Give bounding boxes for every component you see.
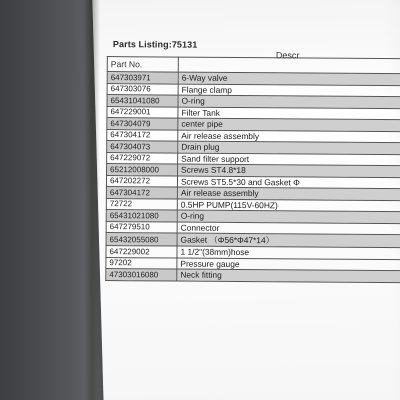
part-number-cell: 97202 <box>106 257 177 269</box>
table-row <box>106 269 400 283</box>
description-cell: center pipe <box>178 118 400 131</box>
description-cell: Flange clamp <box>178 84 400 97</box>
part-number-cell: 647304172 <box>107 129 178 141</box>
part-number-cell: 647279510 <box>106 221 177 233</box>
part-number-cell: 647229001 <box>107 106 178 118</box>
description-cell: Gasket （Φ56*Φ47*14） <box>177 233 400 248</box>
part-number-cell: 65431041080 <box>107 95 178 107</box>
part-number-cell: 47303016080 <box>106 269 177 281</box>
part-number-cell: 647304079 <box>107 118 178 130</box>
description-cell: Screws ST5.5*30 and Gasket Φ <box>177 176 400 189</box>
part-number-cell: 65212008000 <box>107 164 178 176</box>
part-number-cell: 647229002 <box>106 246 177 258</box>
description-cell: Filter Tank <box>178 107 400 120</box>
description-cell: Drain plug <box>178 141 400 154</box>
part-number-cell: 647202272 <box>106 175 177 187</box>
part-number-cell: 647303971 <box>107 72 178 84</box>
parts-table-body <box>106 72 400 283</box>
description-cell: Sand filter support <box>178 153 400 166</box>
part-number-cell: 647303076 <box>107 83 178 95</box>
parts-table <box>105 56 400 283</box>
description-cell: O-ring <box>177 210 400 223</box>
description-cell: Air release assembly <box>177 187 400 200</box>
part-number-column-header: Part No. <box>107 57 178 72</box>
parts-listing-document <box>96 36 400 283</box>
description-cell: Screws ST4.8*18 <box>178 164 400 177</box>
part-number-cell: 72722 <box>106 198 177 210</box>
part-number-cell: 647304172 <box>106 187 177 199</box>
part-number-cell: 65431021080 <box>106 210 177 222</box>
description-column-header: Descr <box>275 50 300 61</box>
description-cell: Connector <box>177 222 400 235</box>
description-cell: Pressure gauge <box>177 258 400 271</box>
part-number-cell: 647229072 <box>107 152 178 164</box>
description-cell: 6-Way valve <box>178 72 400 85</box>
parts-listing-heading <box>98 36 400 61</box>
description-cell: Air release assembly <box>178 130 400 143</box>
part-number-cell: 647304073 <box>107 141 178 153</box>
description-cell: Neck fitting <box>177 269 400 282</box>
part-number-cell: 65432055080 <box>106 233 177 246</box>
description-cell: 0.5HP PUMP(115V-60HZ) <box>177 199 400 212</box>
description-cell: O-ring <box>178 95 400 108</box>
description-cell: 1 1/2"(38mm)hose <box>177 246 400 259</box>
parts-listing-title: Parts Listing:75131 <box>112 39 198 50</box>
